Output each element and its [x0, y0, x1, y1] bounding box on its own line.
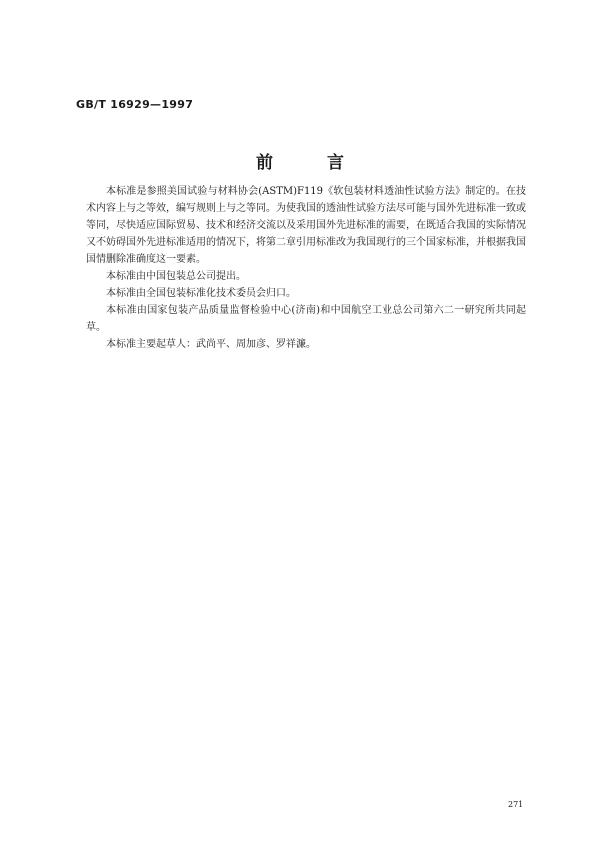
paragraph-centralized-by: 本标准由全国包装标准化技术委员会归口。: [106, 288, 296, 299]
paragraph-drafted-by: 本标准由国家包装产品质量监督检验中心(济南)和中国航空工业总公司第六二一研究所共同起草。: [86, 305, 526, 333]
page-number: 271: [508, 800, 524, 809]
foreword-body: [86, 183, 526, 353]
standard-code: GB/T 16929—1997: [76, 98, 194, 111]
page-title: 前 言: [256, 153, 368, 173]
paragraph-proposed-by: 本标准由中国包装总公司提出。: [106, 271, 246, 282]
paragraph-reference-standard: 本标准是参照美国试验与材料协会(ASTM)F119《软包装材料透油性试验方法》制定的。在技术内容上与之等效，编写规则上与之等同。为使我国的透油性试验方法尽可能与国外先进标准一致或等同，尽快适应国际贸易、技术和经济交流以及采用国外先进标准的需要，在既适合我国的实际情况又不妨碍国外先进标准适用的情况下，将第二章引用标准改为我国现行的三个国家标准，并根据我国国情删除准确度这一要素。: [86, 186, 526, 265]
paragraph-main-drafters: 本标准主要起草人：武尚平、周加彦、罗祥濂。: [106, 339, 316, 350]
